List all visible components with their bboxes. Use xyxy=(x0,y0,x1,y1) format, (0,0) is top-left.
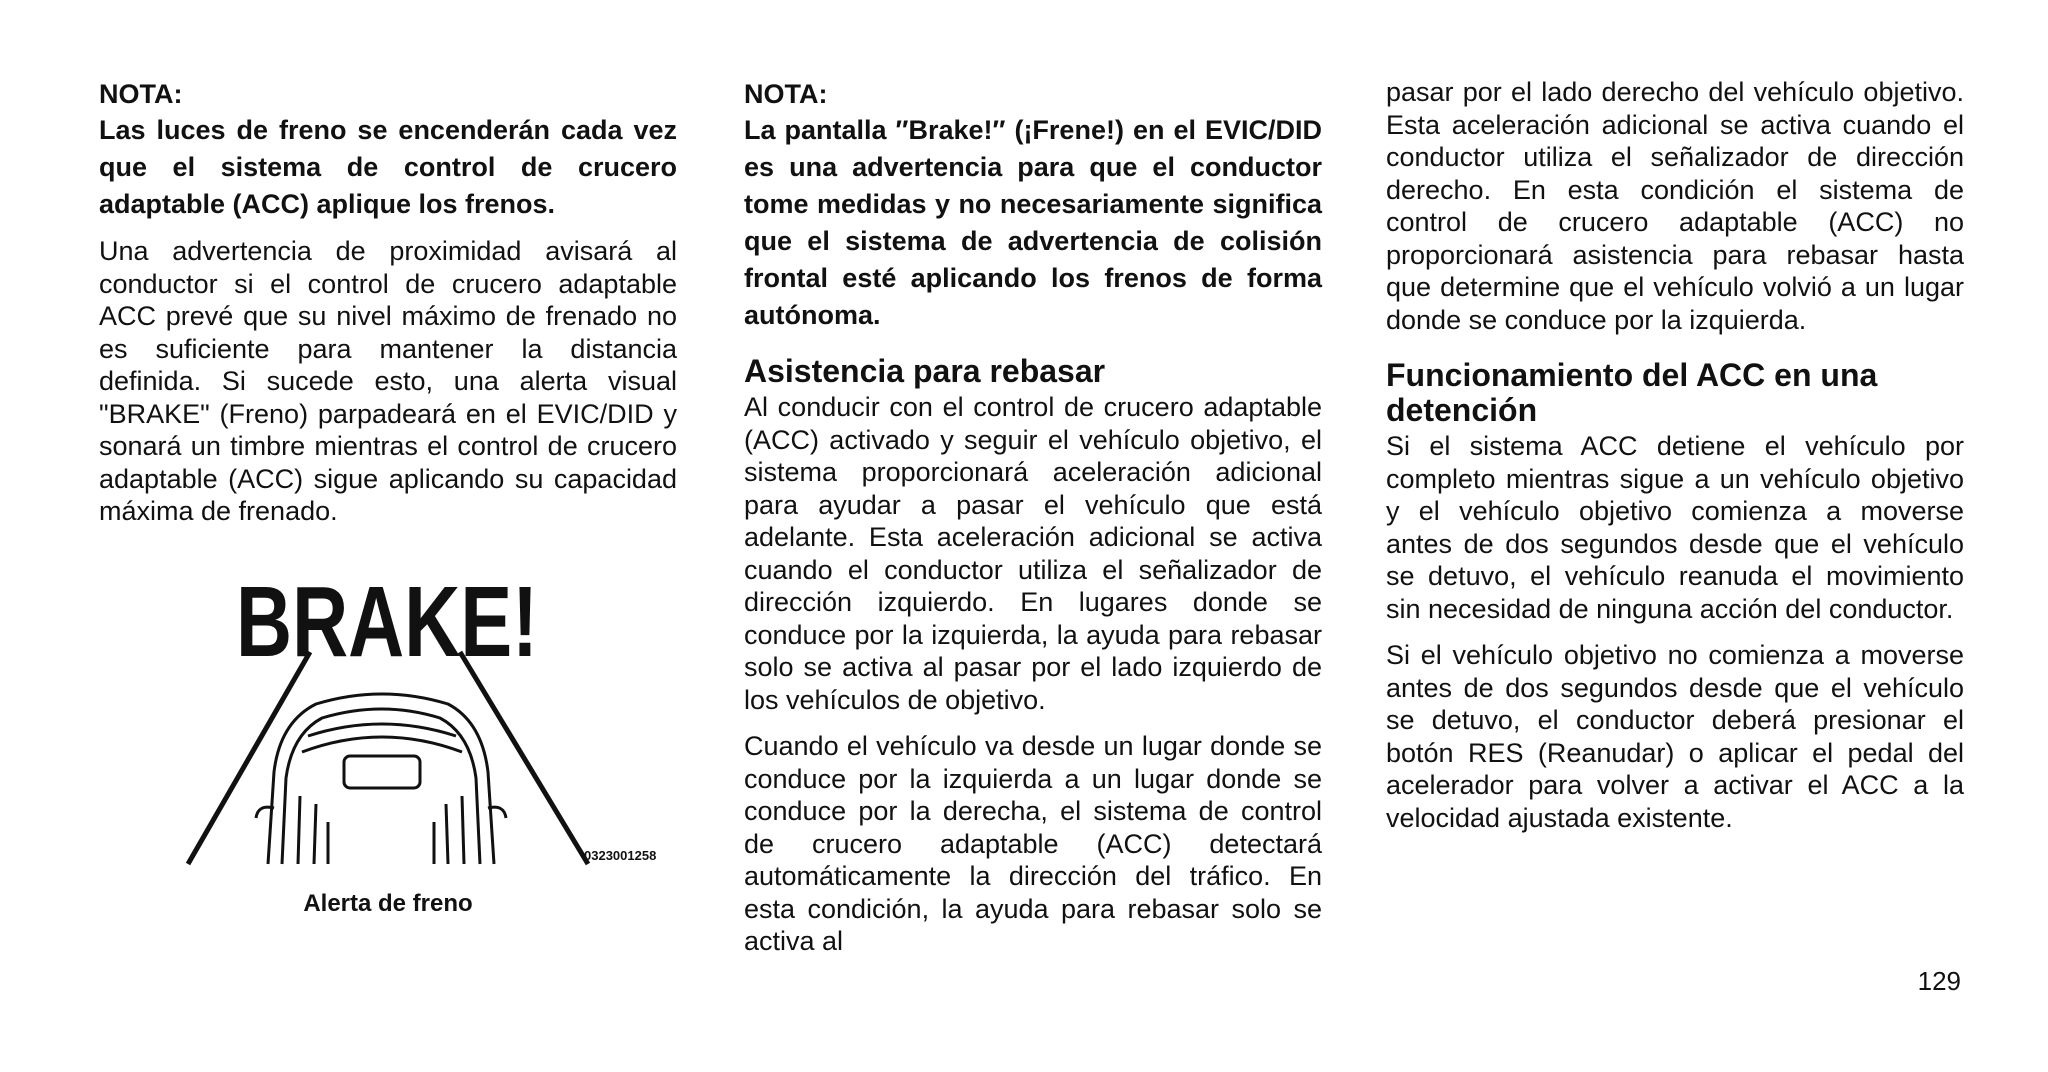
column-middle xyxy=(744,76,1322,972)
column-right xyxy=(1386,76,1964,848)
note-title: NOTA: xyxy=(99,79,183,109)
figure-code: 0323001258 xyxy=(584,848,657,863)
car-rear-icon xyxy=(256,694,506,864)
note-title: NOTA: xyxy=(744,79,828,109)
column-left xyxy=(99,76,677,542)
proximity-warning-paragraph: Una advertencia de proximidad avisará al conductor si el control de crucero adaptable ACC prevé que su nivel máximo de frenado no es suficiente para mantener la distancia definida. Si sucede esto, una alerta visual "BRAKE" (Freno) parpadeará en el EVIC/DID y sonará un timbre mientras el control de crucero adaptable (ACC) sigue aplicando su capacidad máxima de frenado. xyxy=(99,236,677,526)
section-title-acc-stop: Funcionamiento del ACC en una detención xyxy=(1386,357,1878,428)
brake-alert-illustration xyxy=(176,572,676,892)
acc-stop-paragraph: Si el sistema ACC detiene el vehículo por completo mientras sigue a un vehículo objetivo y el vehículo objetivo comienza a moverse antes de dos segundos desde que el vehículo se detuvo, el vehículo reanuda el movimiento sin necesidad de ninguna acción del conductor. xyxy=(1386,431,1964,624)
brake-warning-text: BRAKE! xyxy=(236,572,538,678)
passing-assist-continued-paragraph: pasar por el lado derecho del vehículo objetivo. Esta aceleración adicional se activa cuando el conductor utiliza el señalizador de dirección derecho. En esta condición el sistema de control de crucero adaptable (ACC) no proporcionará asistencia para rebasar hasta que determine que el vehículo volvió a un lugar donde se conduce por la izquierda. xyxy=(1386,77,1964,335)
passing-assist-paragraph: Al conducir con el control de crucero adaptable (ACC) activado y seguir el vehículo objetivo, el sistema proporcionará aceleración adicional para ayudar a pasar el vehículo que está adelante. Esta aceleración adicional se activa cuando el conductor utiliza el señalizador de dirección izquierdo. En lugares donde se conduce por la izquierda, la ayuda para rebasar solo se activa al pasar por el lado izquierdo de los vehículos de objetivo. xyxy=(744,392,1322,715)
section-title-passing-assist: Asistencia para rebasar xyxy=(744,353,1106,389)
brake-alert-figure xyxy=(176,572,676,932)
traffic-direction-paragraph: Cuando el vehículo va desde un lugar donde se conduce por la izquierda a un lugar donde se conduce por la derecha, el sistema de control de crucero adaptable (ACC) detectará automáticamente la dirección del tráfico. En esta condición, la ayuda para rebasar solo se activa al xyxy=(744,731,1322,956)
note-text: La pantalla ″Brake!″ (¡Frene!) en el EVIC/DID es una advertencia para que el conductor tome medidas y no necesariamente significa que el sistema de advertencia de colisión frontal esté aplicando los frenos de forma autónoma. xyxy=(744,115,1322,330)
acc-resume-paragraph: Si el vehículo objetivo no comienza a moverse antes de dos segundos desde que el vehículo se detuvo, el conductor deberá presionar el botón RES (Reanudar) o aplicar el pedal del acelerador para volver a activar el ACC a la velocidad ajustada existente. xyxy=(1386,640,1964,833)
page-number: 129 xyxy=(1917,966,1961,996)
figure-caption: Alerta de freno xyxy=(303,890,473,917)
note-text: Las luces de freno se encenderán cada vez que el sistema de control de crucero adaptable (ACC) aplique los frenos. xyxy=(99,115,677,219)
